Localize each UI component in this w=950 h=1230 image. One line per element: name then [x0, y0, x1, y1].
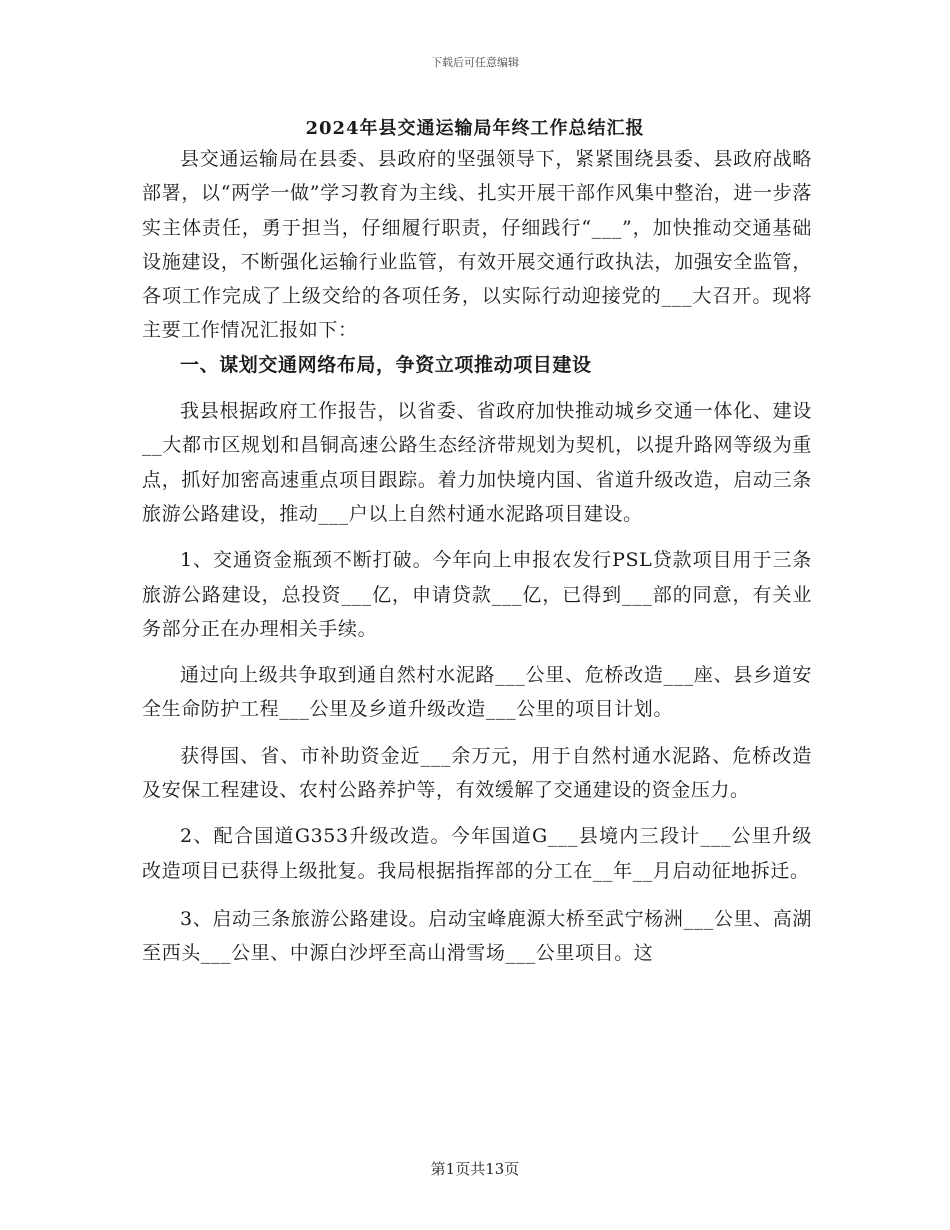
- page-number: 第1页共13页: [430, 1160, 520, 1178]
- intro-paragraph: 县交通运输局在县委、县政府的坚强领导下，紧紧围绕县委、县政府战略部署，以“两学一做”学习教育为主线、扎实开展干部作风集中整治，进一步落实主体责任，勇于担当，仔细履行职责，仔细践行“___”，加快推动交通基础设施建设，不断强化运输行业监管，有效开展交通行政执法，加强安全监管，各项工作完成了上级交给的各项任务，以实际行动迎接党的___大召开。现将主要工作情况汇报如下：: [142, 148, 812, 342]
- body-paragraph: 3、启动三条旅游公路建设。启动宝峰鹿源大桥至武宁杨洲___公里、高湖至西头___公里、中源白沙坪至高山滑雪场___公里项目。这: [142, 907, 812, 965]
- document-title: 2024年县交通运输局年终工作总结汇报: [305, 118, 645, 139]
- section-heading: 一、谋划交通网络布局，争资立项推动项目建设: [180, 353, 592, 376]
- header-note: 下载后可任意编辑: [431, 56, 519, 69]
- body-paragraph: 2、配合国道G353升级改造。今年国道G___县境内三段计___公里升级改造项目已获得上级批复。我局根据指挥部的分工在__年__月启动征地拆迁。: [142, 825, 812, 882]
- document-body: [142, 142, 812, 971]
- body-paragraph: 获得国、省、市补助资金近___余万元，用于自然村通水泥路、危桥改造及安保工程建设、农村公路养护等，有效缓解了交通建设的资金压力。: [142, 744, 812, 802]
- body-paragraph: 通过向上级共争取到通自然村水泥路___公里、危桥改造___座、县乡道安全生命防护工程___公里及乡道升级改造___公里的项目计划。: [142, 664, 812, 721]
- body-paragraph: 1、交通资金瓶颈不断打破。今年向上申报农发行PSL贷款项目用于三条旅游公路建设，总投资___亿，申请贷款___亿，已得到___部的同意，有关业务部分正在办理相关手续。: [142, 549, 812, 640]
- body-paragraph: 我县根据政府工作报告，以省委、省政府加快推动城乡交通一体化、建设__大都市区规划和昌铜高速公路生态经济带规划为契机，以提升路网等级为重点，抓好加密高速重点项目跟踪。着力加快境内国、省道升级改造，启动三条旅游公路建设，推动___户以上自然村通水泥路项目建设。: [142, 400, 812, 525]
